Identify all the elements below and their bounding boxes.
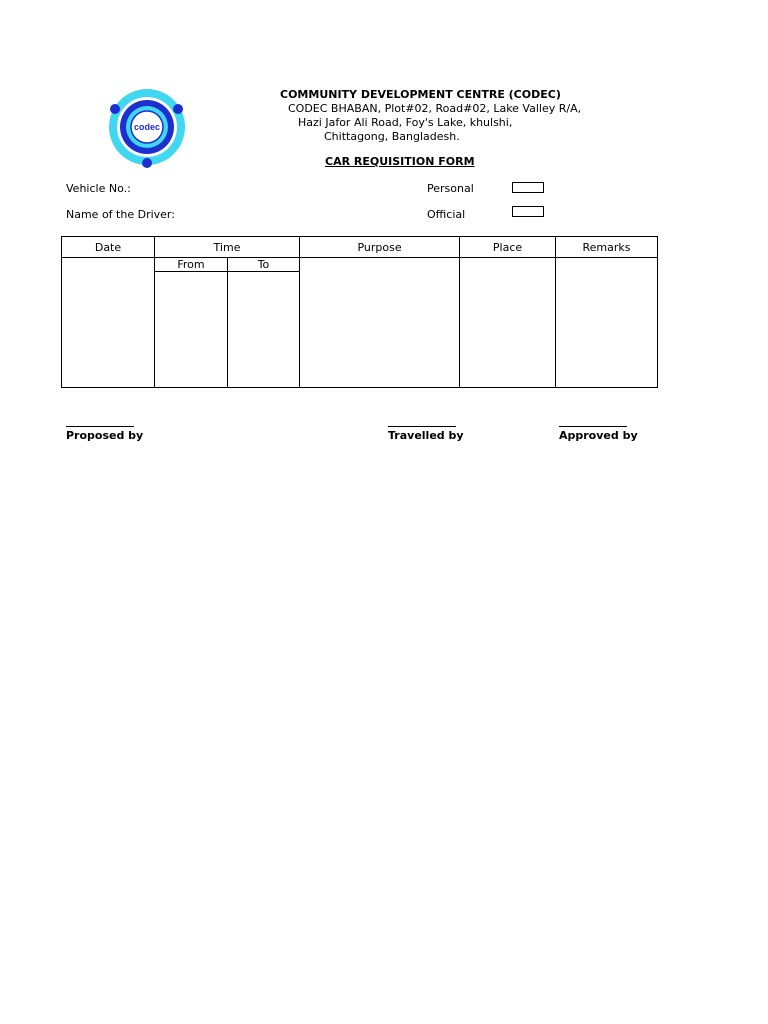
header-time: Time: [155, 237, 300, 258]
personal-checkbox[interactable]: [512, 182, 544, 193]
header-purpose: Purpose: [300, 237, 460, 258]
purpose-cell[interactable]: [300, 258, 460, 388]
remarks-cell[interactable]: [556, 258, 658, 388]
logo-emblem-icon: [106, 86, 188, 168]
address-line-1: CODEC BHABAN, Plot#02, Road#02, Lake Valley R/A,: [288, 102, 582, 115]
requisition-table: [61, 236, 658, 388]
proposed-by-label: Proposed by: [66, 429, 144, 442]
place-cell[interactable]: [460, 258, 556, 388]
header-time-from: From: [155, 258, 228, 272]
date-cell[interactable]: [62, 258, 155, 388]
time-from-cell[interactable]: [155, 272, 228, 388]
header-remarks: Remarks: [556, 237, 658, 258]
header-time-to: To: [228, 258, 300, 272]
logo-text: codec: [133, 122, 161, 132]
header-date: Date: [62, 237, 155, 258]
proposed-signature-line: [66, 426, 134, 427]
driver-name-label: Name of the Driver:: [66, 208, 175, 221]
organization-name: COMMUNITY DEVELOPMENT CENTRE (CODEC): [280, 88, 561, 101]
approved-signature-line: [559, 426, 627, 427]
form-title: CAR REQUISITION FORM: [325, 155, 475, 168]
header-place: Place: [460, 237, 556, 258]
travelled-signature-line: [388, 426, 456, 427]
address-line-3: Chittagong, Bangladesh.: [324, 130, 460, 143]
codec-logo: [106, 86, 188, 168]
time-to-cell[interactable]: [228, 272, 300, 388]
travelled-by-label: Travelled by: [388, 429, 464, 442]
vehicle-number-label: Vehicle No.:: [66, 182, 131, 195]
approved-by-label: Approved by: [559, 429, 638, 442]
personal-label: Personal: [427, 182, 474, 195]
official-label: Official: [427, 208, 466, 221]
address-line-2: Hazi Jafor Ali Road, Foy's Lake, khulshi,: [298, 116, 513, 129]
official-checkbox[interactable]: [512, 206, 544, 217]
